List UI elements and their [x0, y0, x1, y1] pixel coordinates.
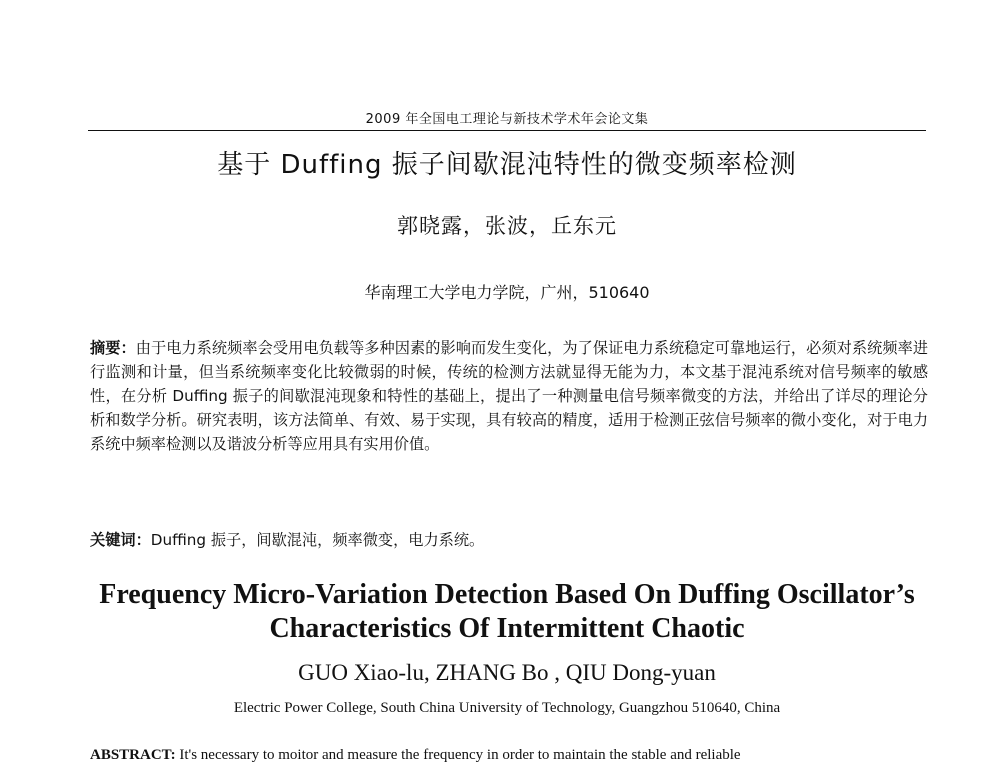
chinese-keywords-label: 关键词：	[90, 531, 151, 549]
english-title-line-1: Frequency Micro-Variation Detection Based On Duffing Oscillator’s	[99, 579, 915, 610]
chinese-keywords-text: Duffing 振子，间歇混沌，频率微变，电力系统。	[150, 531, 485, 549]
english-abstract-label: ABSTRACT:	[90, 747, 176, 763]
chinese-title: 基于 Duffing 振子间歇混沌特性的微变频率检测	[217, 150, 797, 180]
english-authors: GUO Xiao-lu, ZHANG Bo , QIU Dong-yuan	[298, 660, 716, 685]
english-affiliation: Electric Power College, South China University of Technology, Guangzhou 510640, China	[233, 700, 781, 716]
header-rule	[88, 130, 926, 131]
english-abstract	[90, 745, 928, 765]
english-abstract-text: It's necessary to moitor and measure the frequency in order to maintain the stable and reliable	[175, 747, 741, 763]
chinese-keywords	[90, 528, 928, 552]
chinese-affiliation: 华南理工大学电力学院，广州，510640	[364, 283, 650, 302]
english-title-line-2: Characteristics Of Intermittent Chaotic	[269, 613, 745, 644]
chinese-abstract-text: 由于电力系统频率会受用电负载等多种因素的影响而发生变化，为了保证电力系统稳定可靠地运行，必须对系统频率进行监测和计量，但当系统频率变化比较微弱的时候，传统的检测方法就显得无能为力，本文基于混沌系统对信号频率的敏感性，在分析 Duffing 振子的间歇混沌现象和特性的基础上，提出了一种测量电信号频率微变的方法，并给出了详尽的理论分析和数学分析。研究表明，该方法简单、有效、易于实现，具有较高的精度，适用于检测正弦信号频率的微小变化，对于电力系统中频率检测以及谐波分析等应用具有实用价值。	[90, 339, 929, 453]
chinese-abstract-label: 摘要：	[90, 339, 136, 357]
english-title	[88, 578, 926, 646]
running-head: 2009 年全国电工理论与新技术学术年会论文集	[365, 112, 649, 127]
chinese-authors: 郭晓露，张波，丘东元	[397, 214, 617, 238]
chinese-abstract	[90, 336, 928, 456]
